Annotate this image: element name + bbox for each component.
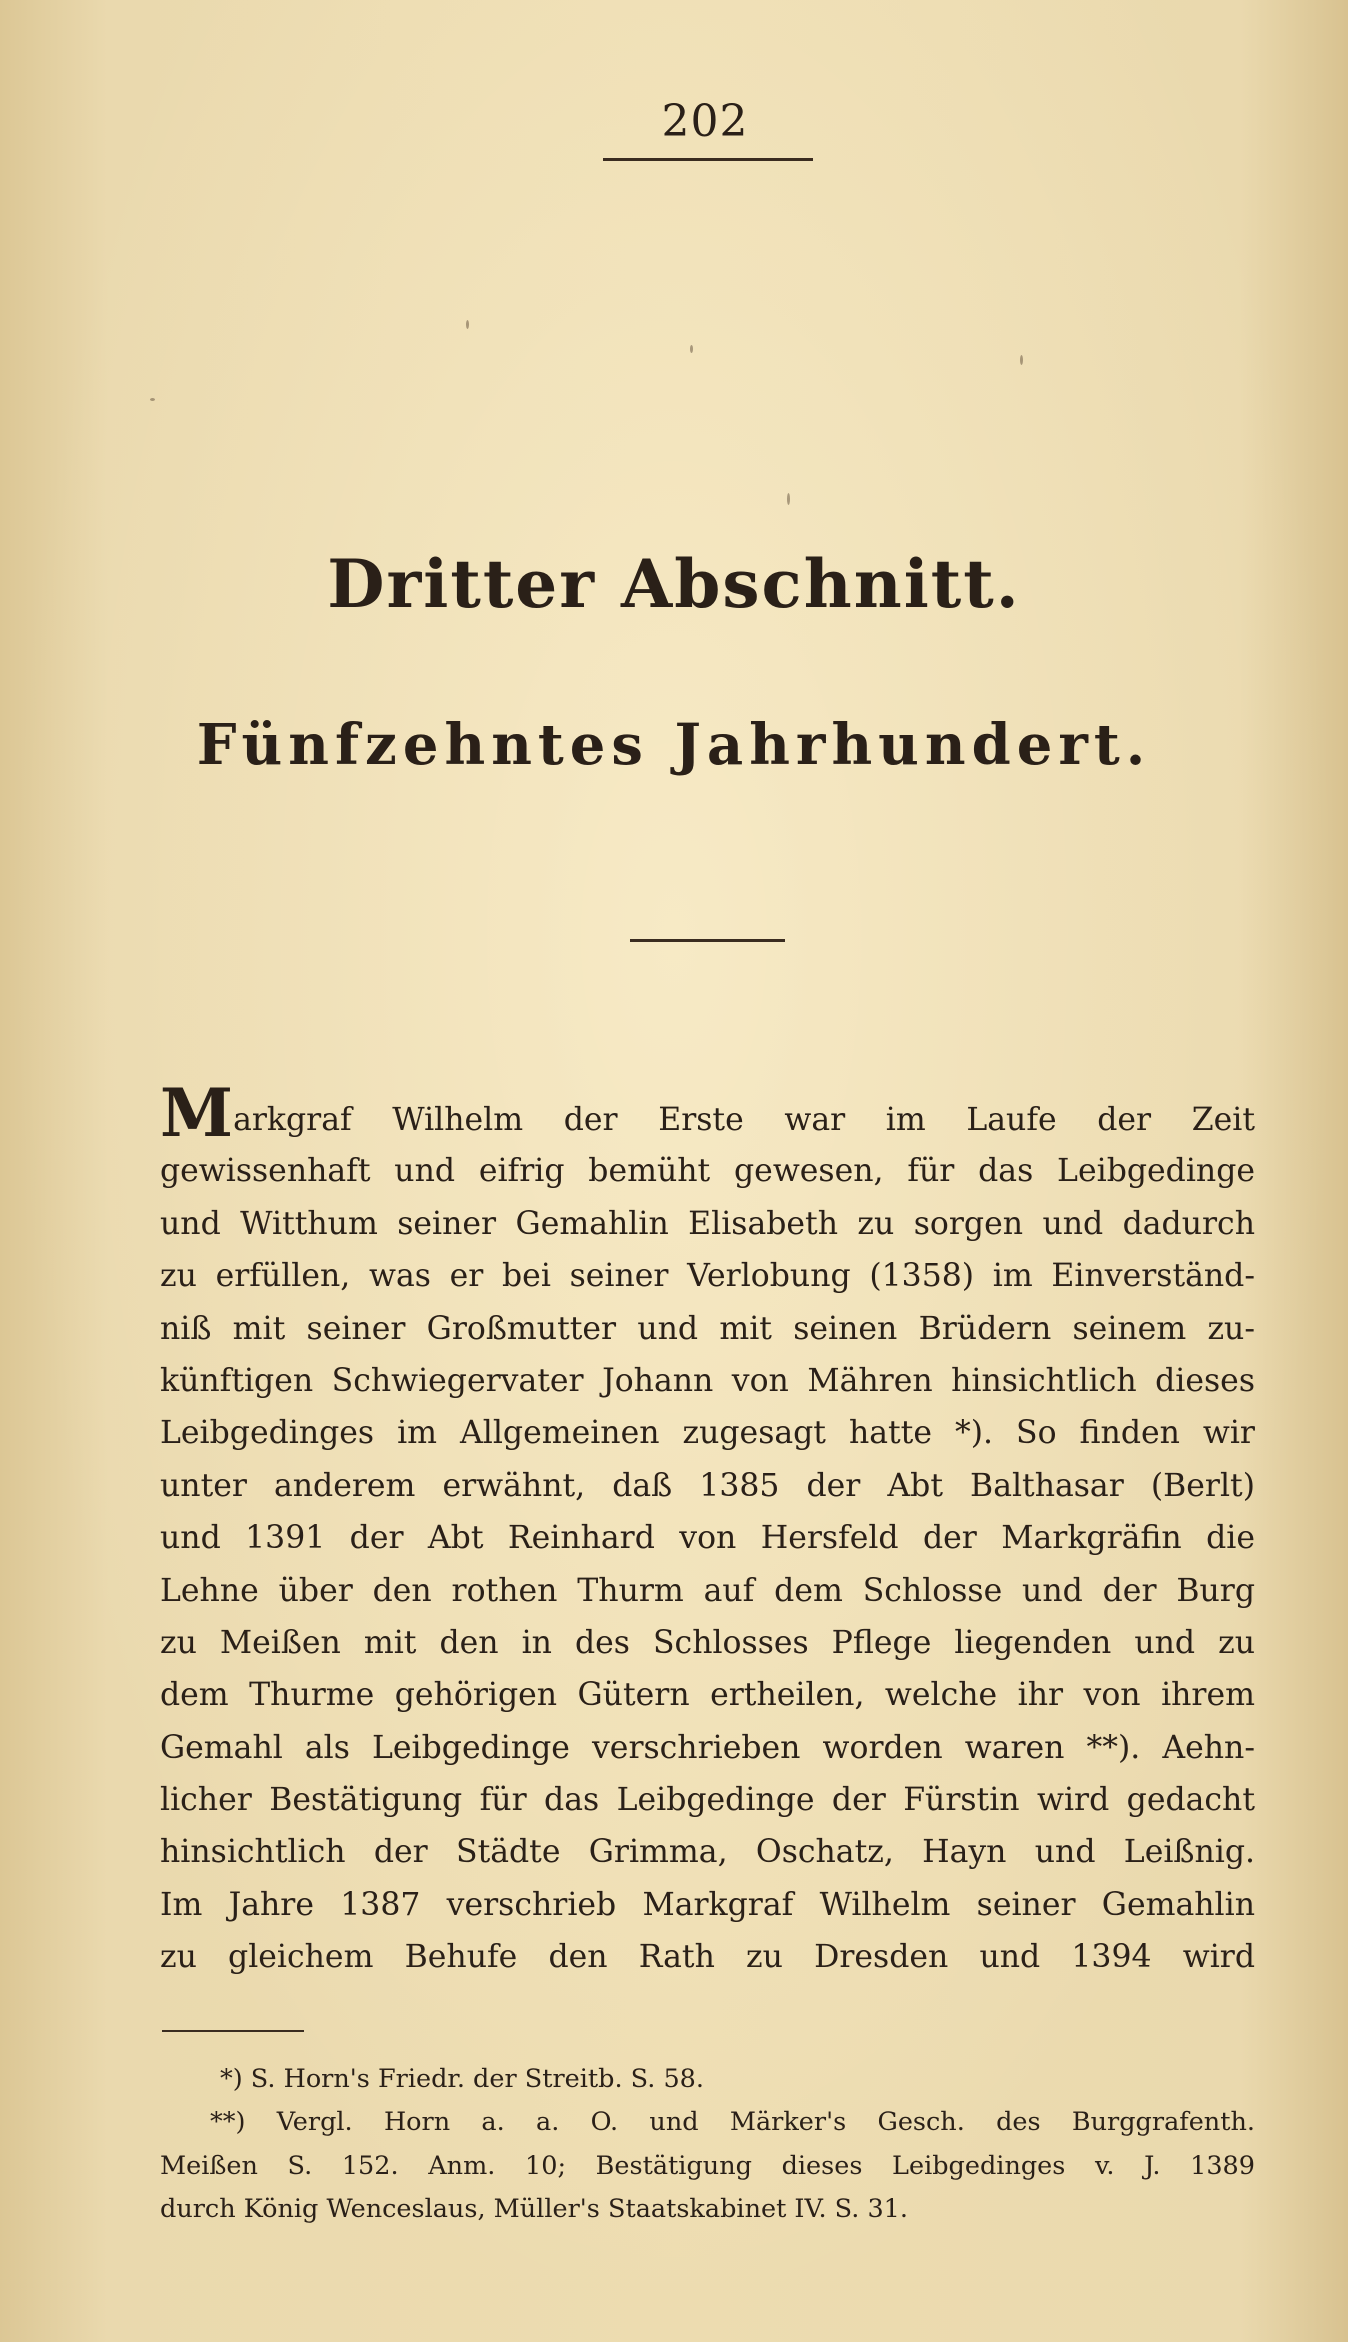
body-line: und 1391 der Abt Reinhard von Hersfeld der Markgräfin die [160, 1520, 1255, 1557]
footnotes [160, 2058, 1255, 2231]
body-line: unter anderem erwähnt, daß 1385 der Abt Balthasar (Berlt) [160, 1467, 1255, 1504]
body-line: und Witthum seiner Gemahlin Elisabeth zu sorgen und dadurch [160, 1205, 1255, 1242]
page-number: 202 [661, 96, 749, 147]
drop-cap: M [160, 1074, 234, 1152]
ink-speck [690, 345, 693, 353]
footnote-line: Meißen S. 152. Anm. 10; Bestätigung dieses Leibgedinges v. J. 1389 [160, 2150, 1255, 2181]
body-line: Lehne über den rothen Thurm auf dem Schlosse und der Burg [160, 1572, 1255, 1609]
body-line: licher Bestätigung für das Leibgedinge der Fürstin wird gedacht [160, 1782, 1255, 1819]
title-rule [630, 939, 785, 942]
ink-speck [787, 493, 790, 505]
body-paragraph [160, 1074, 1255, 1984]
ink-speck [150, 398, 155, 401]
century-title: Fünfzehntes Jahrhundert. [196, 712, 1152, 778]
header-rule [603, 158, 813, 161]
footnote-rule [162, 2030, 304, 2032]
body-line: niß mit seiner Großmutter und mit seinen Brüdern seinem zu- [160, 1310, 1255, 1347]
body-line [160, 1074, 1255, 1152]
body-line: Im Jahre 1387 verschrieb Markgraf Wilhelm seiner Gemahlin [160, 1886, 1255, 1923]
ink-speck [1020, 355, 1023, 365]
section-title: Dritter Abschnitt. [327, 545, 1021, 623]
body-line: dem Thurme gehörigen Gütern ertheilen, welche ihr von ihrem [160, 1677, 1255, 1714]
footnote-line: *) S. Horn's Friedr. der Streitb. S. 58. [220, 2064, 705, 2094]
ink-speck [466, 320, 469, 329]
body-line: Gemahl als Leibgedinge verschrieben worden waren **). Aehn- [160, 1729, 1255, 1766]
body-line: zu gleichem Behufe den Rath zu Dresden und 1394 wird [160, 1939, 1255, 1976]
body-line: gewissenhaft und eifrig bemüht gewesen, für das Leibgedinge [160, 1153, 1255, 1190]
body-line: künftigen Schwiegervater Johann von Mähren hinsichtlich dieses [160, 1362, 1255, 1399]
body-line: zu Meißen mit den in des Schlosses Pflege liegenden und zu [160, 1624, 1255, 1661]
body-line-text: arkgraf Wilhelm der Erste war im Laufe der Zeit [233, 1102, 1255, 1138]
footnote-line: durch König Wenceslaus, Müller's Staatskabinet IV. S. 31. [160, 2193, 909, 2224]
footnote-line: **) Vergl. Horn a. a. O. und Märker's Gesch. des Burggrafenth. [210, 2107, 1255, 2138]
body-line: hinsichtlich der Städte Grimma, Oschatz, Hayn und Leißnig. [160, 1834, 1255, 1871]
body-line: zu erfüllen, was er bei seiner Verlobung (1358) im Einverständ- [160, 1258, 1255, 1295]
body-line: Leibgedinges im Allgemeinen zugesagt hatte *). So finden wir [160, 1415, 1255, 1452]
